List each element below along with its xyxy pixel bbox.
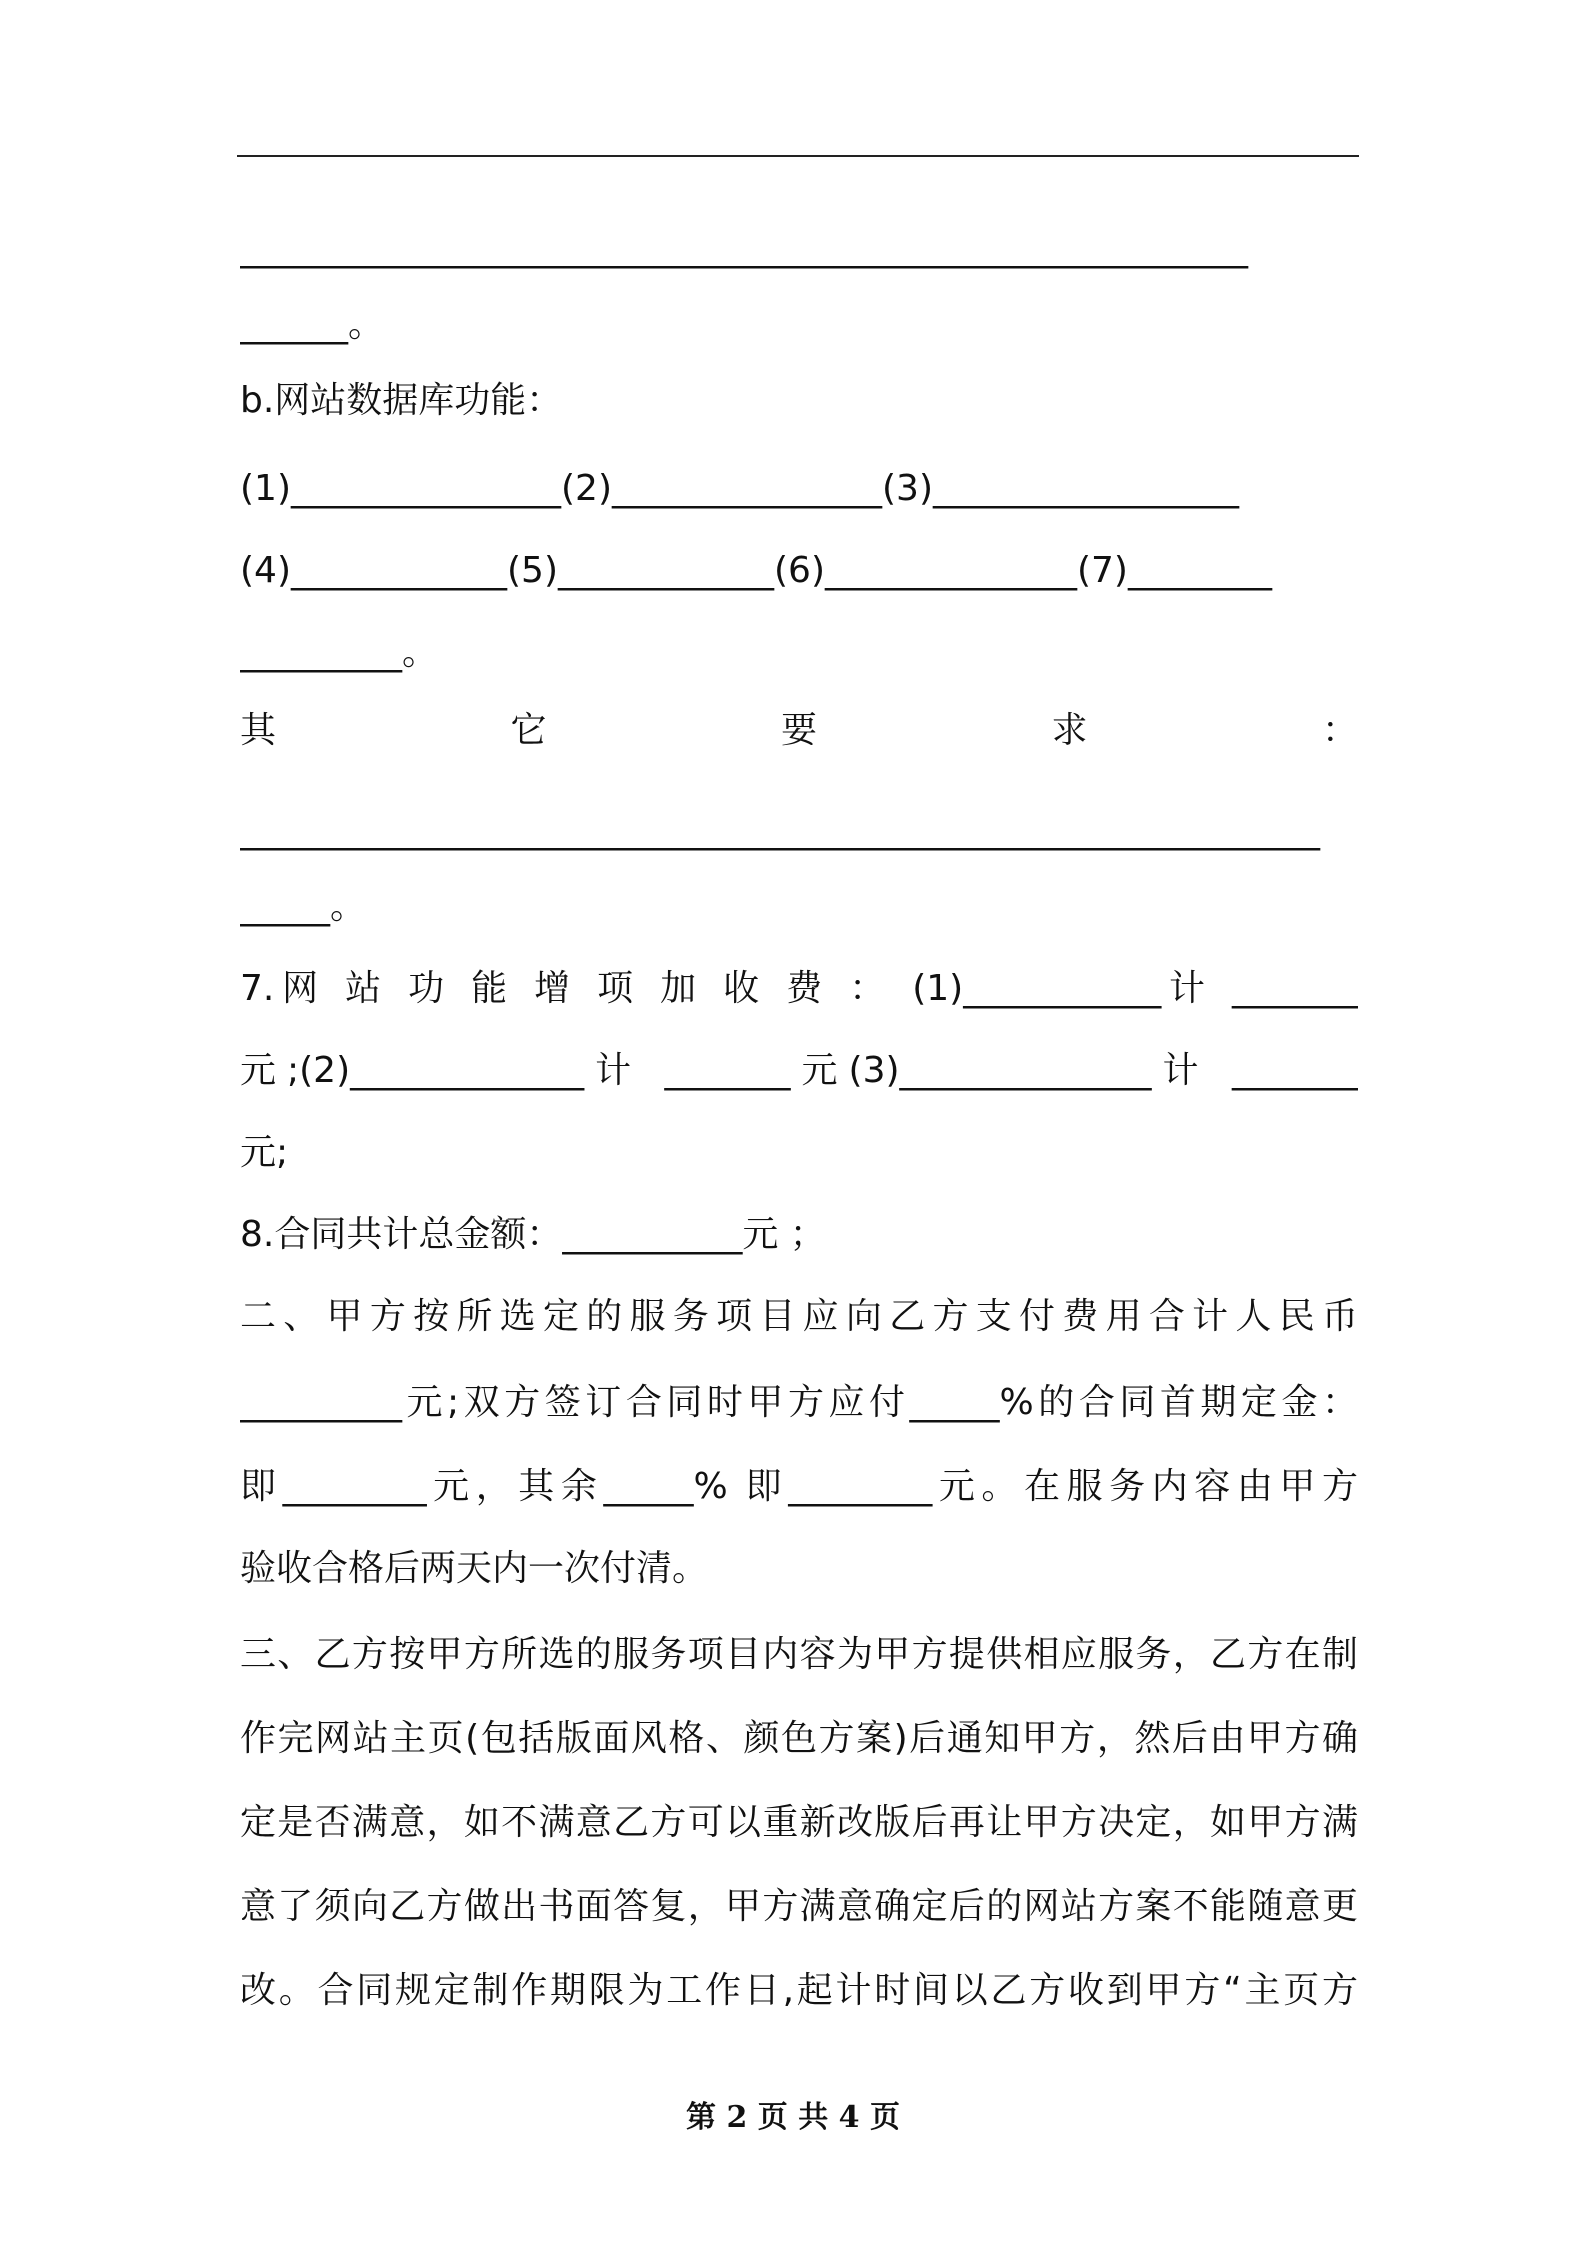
heading-char: ： <box>1321 710 1358 751</box>
text-line: 三、乙方按甲方所选的服务项目内容为甲方提供相应服务，乙方在制 <box>240 1634 1358 1675</box>
text-line: 意了须向乙方做出书面答复，甲方满意确定后的网站方案不能随意更 <box>240 1886 1358 1927</box>
text-line: 改。合同规定制作期限为工作日,起计时间以乙方收到甲方“主页方 <box>240 1970 1358 2011</box>
text-line: ______。 <box>240 304 385 345</box>
text-line: 7.网 站 功 能 增 项 加 收 费 ： (1)___________计 _______ <box>240 968 1358 1009</box>
text-line: (1)_______________(2)_______________(3)_________________ <box>240 468 1239 509</box>
page-number: 第 2 页 共 4 页 <box>686 2100 900 2135</box>
text-line: _____。 <box>240 886 367 927</box>
heading-char: 求 <box>1051 710 1088 751</box>
text-line: 作完网站主页(包括版面风格、颜色方案)后通知甲方，然后由甲方确 <box>240 1718 1358 1759</box>
text-line: 即________元，其余_____% 即________元。在服务内容由甲方 <box>240 1466 1358 1507</box>
text-line: 元;(2)_____________计 _______元(3)______________计 _______ <box>240 1050 1358 1091</box>
text-line: 元; <box>240 1132 289 1173</box>
text-line: ____________________________________________________________ <box>240 810 1320 851</box>
heading-char: 其 <box>240 710 277 751</box>
heading-char: 要 <box>780 710 817 751</box>
text-line: _________。 <box>240 632 439 673</box>
heading-char: 它 <box>510 710 547 751</box>
text-line: 二、甲方按所选定的服务项目应向乙方支付费用合计人民币 <box>240 1296 1358 1337</box>
text-line: b.网站数据库功能： <box>240 380 563 421</box>
text-line: 验收合格后两天内一次付清。 <box>240 1548 709 1589</box>
text-line: 定是否满意，如不满意乙方可以重新改版后再让甲方决定，如甲方满 <box>240 1802 1358 1843</box>
text-line: (4)____________(5)____________(6)______________(7)________ <box>240 550 1272 591</box>
text-line: _________元;双方签订合同时甲方应付_____%的合同首期定金： <box>240 1382 1358 1423</box>
header-rule <box>237 155 1359 157</box>
text-line: 8.合同共计总金额：__________元 ； <box>240 1214 826 1255</box>
text-line: ________________________________________________________ <box>240 228 1248 269</box>
other-requirements-heading <box>240 708 1358 754</box>
